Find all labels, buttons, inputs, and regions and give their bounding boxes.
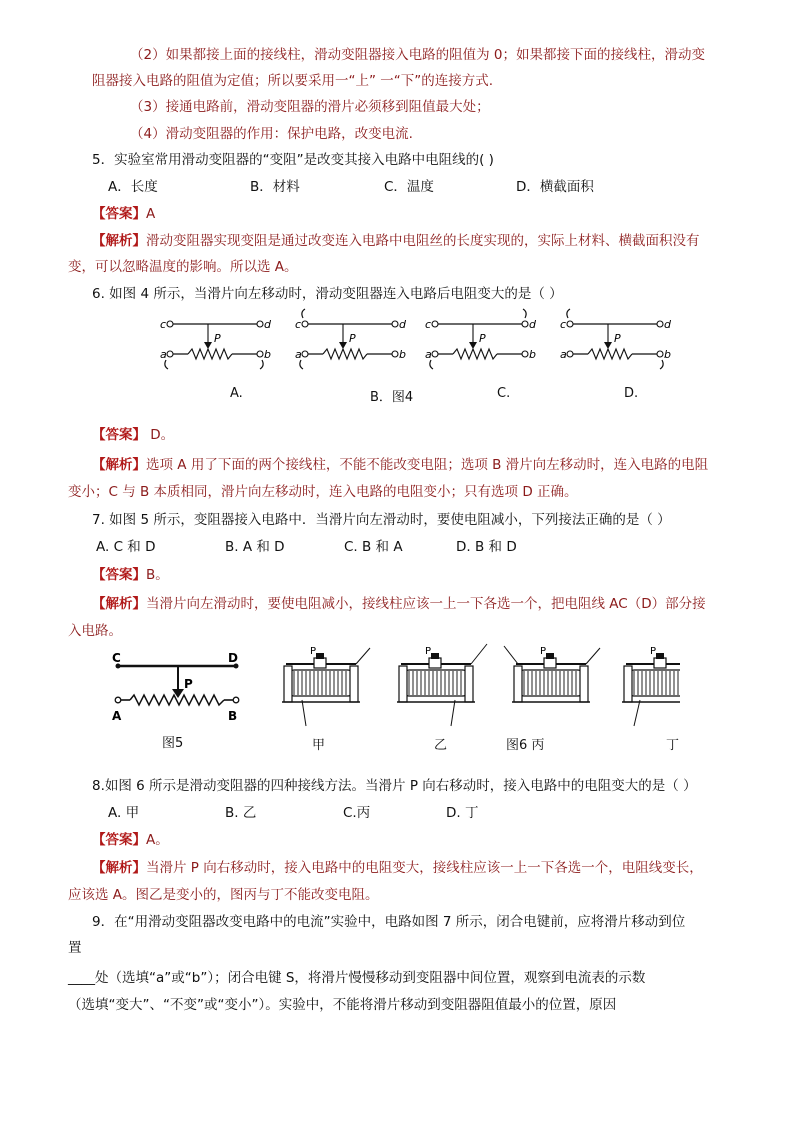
analysis-text: 选项 A 用了下面的两个接线柱，不能不能改变电阻；选项 B 滑片向左移动时，连入电路的电阻 [146, 457, 709, 473]
answer-value: D。 [146, 427, 175, 443]
fig4-label-p: P [349, 332, 356, 345]
fig6-caption-bing: 图6 丙 [506, 738, 545, 753]
fig4-label-a: a [560, 348, 567, 361]
fig6-caption-jia: 甲 [312, 738, 326, 753]
q5-option-d: D．横截面积 [516, 179, 594, 195]
fig4-label-b: b [664, 348, 671, 361]
fig4-option-b [295, 309, 407, 369]
figure-5 [108, 652, 248, 726]
fig6-caption-ding: 丁 [666, 738, 680, 753]
q7-option-b: B. A 和 D [225, 539, 285, 555]
fig6-label-p: P [650, 646, 657, 657]
fig4-label-a: a [160, 348, 167, 361]
q7-analysis-line2: 入电路。 [68, 623, 122, 639]
fig4-caption-a: A. [230, 386, 243, 401]
fig4-label-c: c [425, 318, 432, 331]
analysis-text: 滑动变阻器实现变阻是通过改变连入电路中电阻丝的长度实现的，实际上材料、横截面积没有 [146, 233, 700, 249]
q5-option-b: B．材料 [250, 179, 300, 195]
q7-option-c: C. B 和 A [344, 539, 403, 555]
q7-analysis-line1 [92, 594, 706, 614]
q9-line2: 置 [68, 940, 82, 956]
q5-analysis-line1 [92, 231, 700, 251]
q9-line4: （选填“变大”、“不变”或“变小”）。实验中，不能将滑片移动到变阻器阻值最小的位置，原因 [68, 997, 617, 1013]
q5-answer [92, 204, 155, 224]
fig6-label-p: P [425, 646, 432, 657]
fig4-label-d: d [529, 318, 536, 331]
fig4-label-b: b [399, 348, 406, 361]
fig6-ding [622, 646, 680, 726]
fig4-caption-b: B．图4 [370, 390, 414, 405]
q7-stem: 7. 如图 5 所示，变阻器接入电路中．当滑片向左滑动时，要使电阻减小，下列接法正确的是（ ） [92, 512, 671, 528]
fig4-label-d: d [399, 318, 406, 331]
fig4-caption-c: C. [497, 386, 511, 401]
q5-stem: 5．实验室常用滑动变阻器的“变阻”是改变其接入电路中电阻线的( ) [92, 152, 494, 168]
fig4-option-c [425, 309, 537, 369]
q7-answer [92, 565, 169, 585]
analysis-text: 当滑片向左滑动时，要使电阻减小，接线柱应该一上一下各选一个，把电阻线 AC（D）部分接 [146, 596, 706, 612]
q9-line1: 9．在“用滑动变阻器改变电路中的电流”实验中，电路如图 7 所示，闭合电键前，应将滑片移动到位 [92, 914, 686, 930]
q8-option-d: D. 丁 [446, 805, 479, 821]
fig6-bing [504, 646, 600, 702]
q8-option-a: A. 甲 [108, 805, 140, 821]
note-2-line2: 阻器接入电路的阻值为定值；所以要采用一“上” 一“下”的连接方式. [92, 73, 494, 89]
analysis-text: 当滑片 P 向右移动时，接入电路中的电阻变大，接线柱应该一上一下各选一个，电阻线变长， [146, 860, 703, 876]
fig4-label-p: P [214, 332, 221, 345]
fig4-option-d [560, 309, 672, 369]
q7-option-a: A. C 和 D [96, 539, 156, 555]
q8-option-b: B. 乙 [225, 805, 257, 821]
answer-tag: 【答案】 [92, 206, 146, 222]
fig6-label-p: P [540, 646, 547, 657]
q5-analysis-line2: 变，可以忽略温度的影响。所以选 A。 [68, 259, 298, 275]
answer-tag: 【答案】 [92, 427, 146, 443]
q7-option-d: D. B 和 D [456, 539, 517, 555]
fig4-label-a: a [425, 348, 432, 361]
q6-answer [92, 425, 174, 445]
fig4-caption-d: D. [624, 386, 639, 401]
answer-tag: 【答案】 [92, 567, 146, 583]
fig6-jia [282, 646, 370, 726]
q9-line3: ____处（选填“a”或“b”）；闭合电键 S，将滑片慢慢移动到变阻器中间位置，观察到电流表的示数 [68, 970, 646, 986]
figure-6 [280, 640, 680, 730]
fig4-option-a [160, 318, 272, 369]
q5-option-c: C．温度 [384, 179, 434, 195]
fig4-label-c: c [160, 318, 167, 331]
q6-analysis-line2: 变小；C 与 B 本质相同，滑片向左移动时，连入电路的电阻变小；只有选项 D 正确。 [68, 484, 578, 500]
fig4-label-b: b [264, 348, 271, 361]
answer-tag: 【答案】 [92, 832, 146, 848]
analysis-tag: 【解析】 [92, 596, 146, 612]
answer-value: A。 [146, 832, 169, 848]
q8-analysis-line1 [92, 858, 703, 878]
fig4-label-a: a [295, 348, 302, 361]
analysis-tag: 【解析】 [92, 457, 146, 473]
fig5-label-d: D [228, 652, 238, 665]
fig4-label-p: P [479, 332, 486, 345]
fig4-label-p: P [614, 332, 621, 345]
fig4-label-c: c [560, 318, 567, 331]
q6-analysis-line1 [92, 455, 708, 475]
fig6-yi [397, 644, 487, 726]
q8-analysis-line2: 应该选 A。图乙是变小的，图丙与丁不能改变电阻。 [68, 887, 379, 903]
note-4: （4）滑动变阻器的作用：保护电路，改变电流. [130, 126, 413, 142]
fig6-caption-yi: 乙 [434, 738, 448, 753]
note-3: （3）接通电路前，滑动变阻器的滑片必须移到阻值最大处； [130, 99, 490, 115]
fig5-caption: 图5 [162, 736, 184, 751]
fig4-label-d: d [264, 318, 271, 331]
analysis-tag: 【解析】 [92, 860, 146, 876]
q8-stem: 8.如图 6 所示是滑动变阻器的四种接线方法。当滑片 P 向右移动时，接入电路中的电阻变大的是（ ） [92, 778, 697, 794]
answer-value: B。 [146, 567, 169, 583]
analysis-tag: 【解析】 [92, 233, 146, 249]
fig5-label-p: P [184, 677, 193, 691]
figure-4 [160, 308, 680, 384]
fig5-label-a: A [112, 709, 122, 723]
q8-option-c: C.丙 [343, 805, 371, 821]
fig6-label-p: P [310, 646, 317, 657]
q5-option-a: A．长度 [108, 179, 158, 195]
fig4-label-b: b [529, 348, 536, 361]
q8-answer [92, 830, 169, 850]
fig4-label-c: c [295, 318, 302, 331]
fig5-label-b: B [228, 709, 238, 723]
fig5-label-c: C [112, 652, 121, 665]
answer-value: A [146, 206, 156, 222]
q6-stem: 6. 如图 4 所示，当滑片向左移动时，滑动变阻器连入电路后电阻变大的是（ ） [92, 286, 563, 302]
note-2-line1: （2）如果都接上面的接线柱，滑动变阻器接入电路的阻值为 0；如果都接下面的接线柱，滑动变 [130, 47, 705, 63]
fig4-label-d: d [664, 318, 671, 331]
